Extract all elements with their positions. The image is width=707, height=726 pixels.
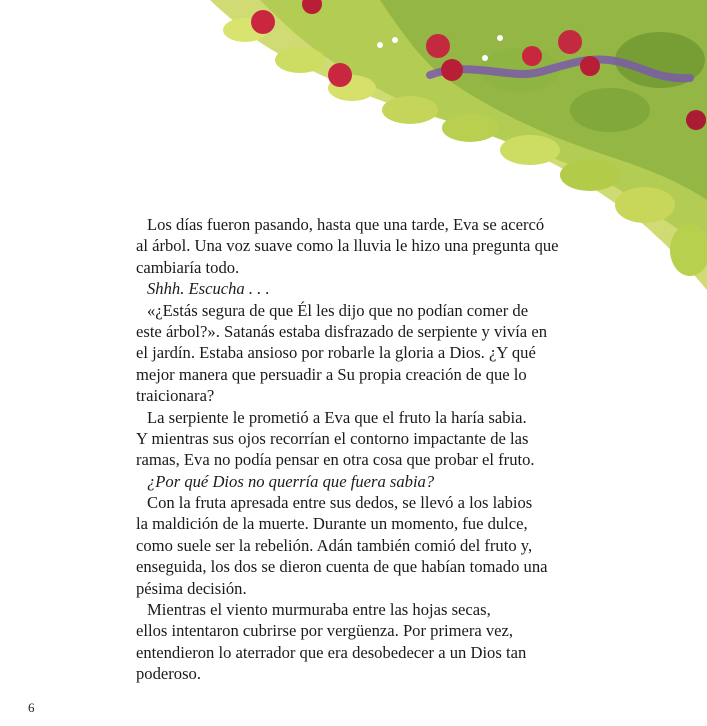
text-line: como suele ser la rebelión. Adán también comió del fruto y, [136,535,533,555]
text-line: ramas, Eva no podía pensar en otra cosa que probar el fruto. [136,450,535,470]
text-line-italic: Shhh. Escucha . . . [147,279,270,299]
text-line: cambiaría todo. [136,257,240,277]
text-line: el jardín. Estaba ansioso por robarle la gloria a Dios. ¿Y qué [136,343,536,363]
text-line: ellos intentaron cubrirse por vergüenza. Por primera vez, [136,621,514,641]
text-line: entendieron lo aterrador que era desobedecer a un Dios tan [136,642,527,662]
page-number: 6 [28,700,35,715]
text-line: al árbol. Una voz suave como la lluvia le hizo una pregunta que [136,236,559,256]
text-line-italic: ¿Por qué Dios no querría que fuera sabia? [147,471,435,491]
text-line: Los días fueron pasando, hasta que una tarde, Eva se acercó [147,215,545,234]
text-line: la maldición de la muerte. Durante un momento, fue dulce, [136,514,528,534]
text-line: traicionara? [136,386,215,406]
text-line: Con la fruta apresada entre sus dedos, se llevó a los labios [147,493,533,513]
text-line: pésima decisión. [136,578,247,598]
text-line: mejor manera que persuadir a Su propia creación de que lo [136,364,527,384]
text-line: «¿Estás segura de que Él les dijo que no podían comer de [147,300,529,320]
text-line: La serpiente le prometió a Eva que el fruto la haría sabia. [147,407,527,427]
text-line: poderoso. [136,664,201,684]
text-line: este árbol?». Satanás estaba disfrazado de serpiente y vivía en [136,321,547,341]
text-line: enseguida, los dos se dieron cuenta de que habían tomado una [136,557,548,577]
text-line: Mientras el viento murmuraba entre las hojas secas, [147,600,491,620]
story-text [136,214,559,685]
text-line: Y mientras sus ojos recorrían el contorno impactante de las [136,428,529,448]
